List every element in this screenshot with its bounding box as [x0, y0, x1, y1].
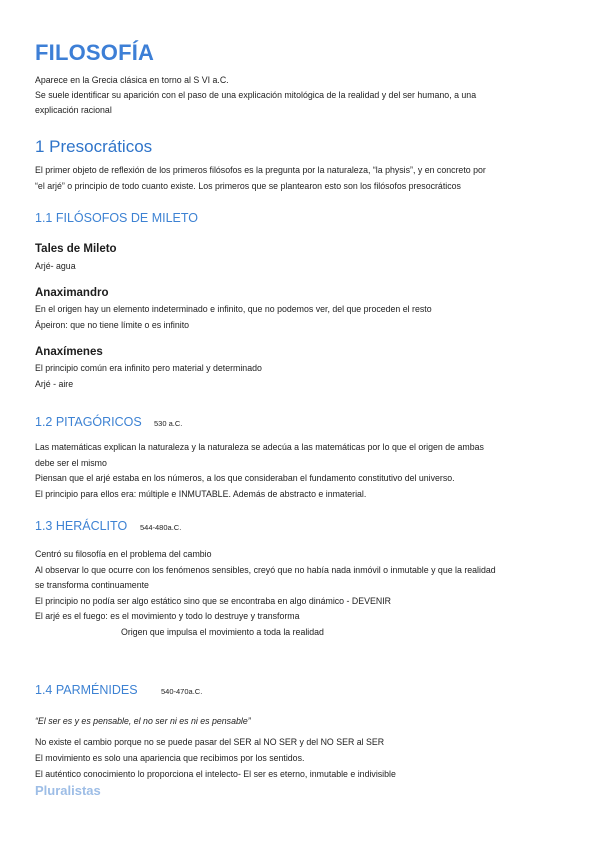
date-label: 530 a.C. — [154, 419, 183, 428]
paragraph-line: El arjé es el fuego: es el movimiento y todo lo destruye y transforma — [35, 611, 300, 621]
quote: “El ser es y es pensable, el no ser ni es ni es pensable” — [35, 716, 251, 726]
paragraph-line: Centró su filosofía en el problema del cambio — [35, 549, 212, 559]
paragraph-line: En el origen hay un elemento indeterminado e infinito, que no podemos ver, del que proceden el resto — [35, 304, 432, 314]
subsection-heading-pitagoricos: 1.2 PITAGÓRICOS — [35, 415, 142, 429]
paragraph-line: El auténtico conocimiento lo proporciona el intelecto- El ser es eterno, inmutable e indivisible — [35, 769, 396, 779]
section-heading-pluralistas: Pluralistas — [35, 783, 101, 798]
paragraph-line: El movimiento es solo una apariencia que recibimos por los sentidos. — [35, 753, 305, 763]
subsection-heading-heraclito: 1.3 HERÁCLITO — [35, 519, 128, 533]
paragraph-line: Ápeiron: que no tiene límite o es infinito — [35, 320, 190, 330]
intro-line: Aparece en la Grecia clásica en torno al S VI a.C. — [35, 75, 229, 85]
paragraph-line: El principio para ellos era: múltiple e INMUTABLE. Además de abstracto e inmaterial. — [35, 489, 367, 499]
subsection-heading-parmenides: 1.4 PARMÉNIDES — [35, 683, 138, 697]
paragraph-line: se transforma continuamente — [35, 580, 149, 590]
paragraph-line: Arjé - aire — [35, 379, 74, 389]
philosopher-name-tales: Tales de Mileto — [35, 243, 117, 255]
paragraph-line: Al observar lo que ocurre con los fenómenos sensibles, creyó que no había nada inmóvil o inmutable y que la realidad — [35, 565, 496, 575]
paragraph-line: Piensan que el arjé estaba en los números, a los que consideraban el fundamento constitutivo del universo. — [35, 473, 455, 483]
paragraph-line: El principio no podía ser algo estático sino que se encontraba en algo dinámico - DEVENIR — [35, 596, 391, 606]
paragraph-line: El principio común era infinito pero material y determinado — [35, 363, 262, 373]
date-label: 544-480a.C. — [140, 523, 182, 532]
subsection-heading-mileto: 1.1 FILÓSOFOS DE MILETO — [35, 211, 199, 225]
paragraph-line: “el arjé” o principio de todo cuanto existe. Los primeros que se plantearon esto son los filósofos presocráticos — [35, 181, 461, 191]
paragraph-line: No existe el cambio porque no se puede pasar del SER al NO SER y del NO SER al SER — [35, 737, 385, 747]
paragraph-line: debe ser el mismo — [35, 458, 107, 468]
philosopher-name-anaximenes: Anaxímenes — [35, 346, 103, 358]
date-label: 540-470a.C. — [161, 687, 203, 696]
philosopher-name-anaximandro: Anaximandro — [35, 287, 109, 299]
document-title: FILOSOFÍA — [35, 40, 155, 65]
indented-line: Origen que impulsa el movimiento a toda la realidad — [121, 627, 324, 637]
paragraph-line: Arjé- agua — [35, 261, 76, 271]
intro-line: explicación racional — [35, 105, 112, 115]
section-heading-presocraticos: 1 Presocráticos — [35, 137, 153, 156]
paragraph-line: Las matemáticas explican la naturaleza y la naturaleza se adecúa a las matemáticas por lo que el origen de ambas — [35, 442, 484, 452]
intro-line: Se suele identificar su aparición con el paso de una explicación mitológica de la realidad y del ser humano, a una — [35, 90, 477, 100]
paragraph-line: El primer objeto de reflexión de los primeros filósofos es la pregunta por la naturaleza, “la physis”, y en concreto por — [35, 165, 486, 175]
